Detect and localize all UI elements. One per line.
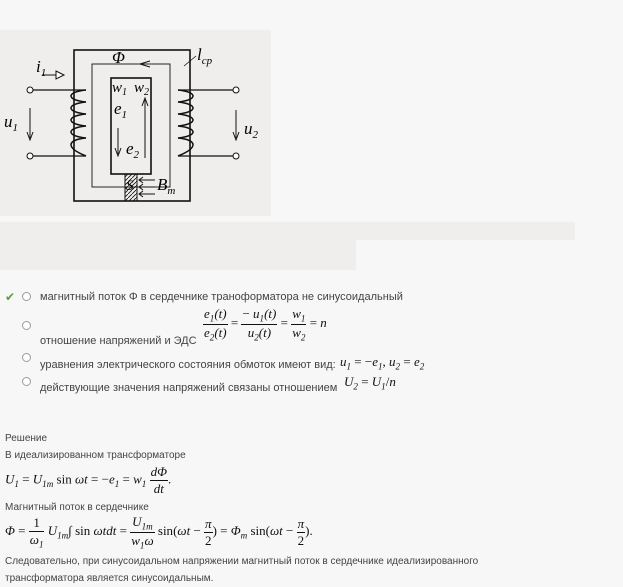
svg-text:w2: $w_2$ xyxy=(134,80,150,98)
option-text: действующие значения напряжений связаны отношением xyxy=(40,382,338,394)
blank-bar xyxy=(0,240,356,270)
option-text: магнитный поток Φ в сердечнике траноформатора не синусоидальный xyxy=(40,291,403,303)
option-text: отношение напряжений и ЭДС xyxy=(40,335,197,347)
svg-text:w1: $w_1$ xyxy=(112,80,128,98)
formula-rms-ratio: $U_2 = U_1/n$ xyxy=(344,374,396,392)
option-radio[interactable] xyxy=(22,377,31,386)
formula-state-equations: $u_1 = -e_1$, $u_2 = e_2$ xyxy=(340,354,425,372)
solution-heading: Решение xyxy=(5,433,48,444)
check-icon: ✔ xyxy=(5,290,16,304)
option-radio[interactable] xyxy=(22,353,31,362)
formula-voltage: $U_1 = U_{1m}$ $\sin \omega t = -e_1 = w_1$ $\frac{d\Phi}{dt}$ . xyxy=(5,464,172,496)
svg-text:u1: $u_1$ xyxy=(4,112,18,134)
transformer-diagram xyxy=(0,30,271,216)
option-radio[interactable] xyxy=(22,321,31,330)
option-text: уравнения электрического состояния обмоток имеют вид: xyxy=(40,359,336,371)
svg-text:Φ: Φ xyxy=(112,48,125,67)
mean-flux-path xyxy=(92,64,170,187)
option-radio[interactable] xyxy=(22,292,31,301)
svg-text:lcp: $l_{cp}$ xyxy=(197,45,213,67)
solution-line: Магнитный поток в сердечнике xyxy=(5,502,149,513)
solution-conclusion: трансформатора является синусоидальным. xyxy=(5,573,214,584)
formula-flux: Φ = $\frac{1}{\omega_1}$ $U_{1m}\int$ sin ωtdt = $\frac{U_{1m}}{w_1\omega}$ sin(ωt − $\frac{\pi}{2}$ ) = $\Phi_m$ sin(ωt − $\frac{\pi}{2}$ ). xyxy=(5,514,313,551)
solution-line: В идеализированном трансформаторе xyxy=(5,450,186,461)
svg-text:i1: $i_1$ xyxy=(36,57,47,79)
svg-text:e2: $e_2$ xyxy=(126,139,140,161)
svg-text:u2: $u_2$ xyxy=(244,119,258,141)
svg-text:Bm: $B_m$ xyxy=(157,175,176,197)
primary-winding xyxy=(27,87,86,159)
solution-conclusion: Следовательно, при синусоидальном напряжении магнитный поток в сердечнике идеализированного xyxy=(5,556,479,567)
secondary-winding xyxy=(178,87,239,159)
svg-text:e1: $e_1$ xyxy=(114,99,128,121)
formula-ratio: $\frac{e_1(t)}{e_2(t)}$ = $\frac{- u_1(t)}{u_2(t)}$ = $\frac{w_1}{w_2}$ = n xyxy=(204,306,327,343)
blank-bar xyxy=(0,222,575,240)
svg-text:S: S xyxy=(126,178,134,194)
transformer-diagram-panel xyxy=(0,30,271,216)
